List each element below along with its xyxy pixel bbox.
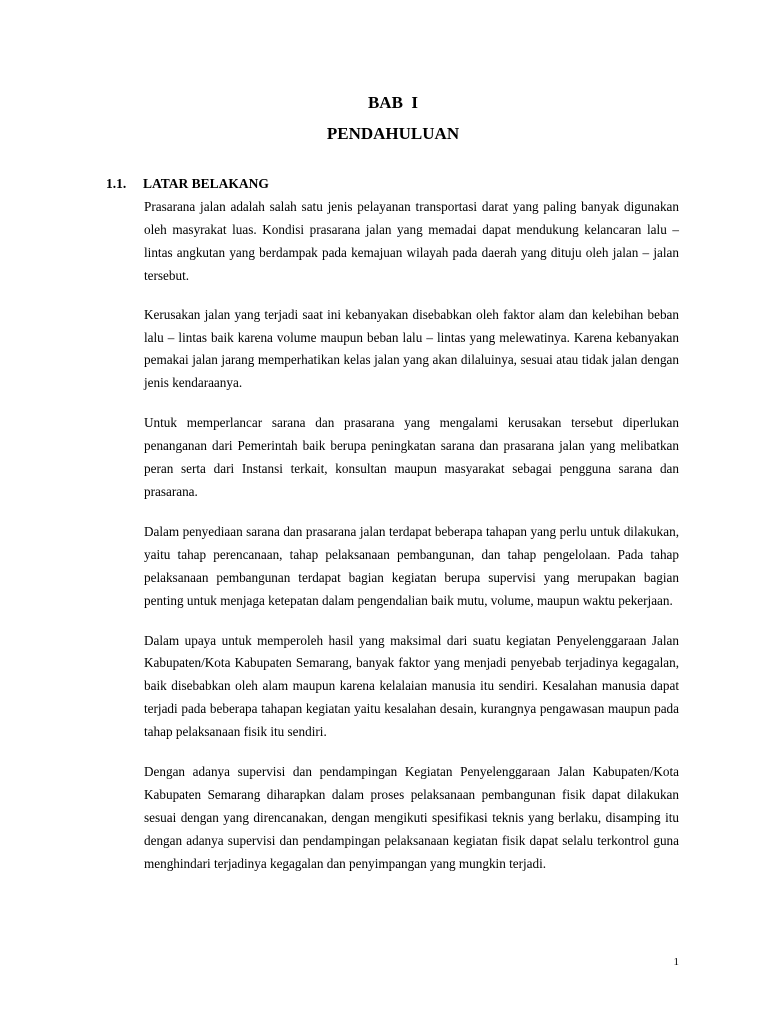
paragraph: Dalam penyediaan sarana dan prasarana jalan terdapat beberapa tahapan yang perlu untuk dilakukan, yaitu tahap perencanaan, tahap pelaksanaan pembangunan, dan tahap pengelolaan. Pada tahap pelaksanaan pembangunan terdapat bagian kegiatan berupa supervisi yang merupakan bagian penting untuk menjaga ketepatan dalam pengendalian baik mutu, volume, maupun waktu pekerjaan. — [144, 523, 679, 608]
section-heading — [106, 175, 269, 193]
section-number: 1.1. — [106, 176, 127, 191]
section-title: LATAR BELAKANG — [143, 176, 269, 191]
paragraph: Prasarana jalan adalah salah satu jenis pelayanan transportasi darat yang paling banyak digunakan oleh masyrakat luas. Kondisi prasarana jalan yang memadai dapat mendukung kelancaran lalu – lintas angkutan yang berdampak pada kemajuan wilayah pada daerah yang dituju oleh jalan – jalan tersebut. — [144, 199, 679, 283]
chapter-heading: BAB I — [367, 93, 419, 112]
paragraph: Kerusakan jalan yang terjadi saat ini kebanyakan disebabkan oleh faktor alam dan kelebihan beban lalu – lintas baik karena volume maupun beban lalu – lintas yang melewatinya. Karena kebanyakan pemakai jalan jarang memperhatikan kelas jalan yang akan dilaluinya, sesuai atau tidak jalan dengan jenis kendaraanya. — [144, 306, 679, 391]
chapter-title: PENDAHULUAN — [326, 124, 460, 143]
paragraph: Dengan adanya supervisi dan pendampingan Kegiatan Penyelenggaraan Jalan Kabupaten/Kota Kabupaten Semarang diharapkan dalam proses pelaksanaan pembangunan fisik dapat dilakukan sesuai dengan yang direncanakan, dengan mengikuti spesifikasi teknis yang berlaku, disamping itu dengan adanya supervisi dan pendampingan pelaksanaan kegiatan fisik dapat selalu terkontrol guna menghindari terjadinya kegagalan dan penyimpangan yang mungkin terjadi. — [144, 764, 679, 871]
body-text — [144, 196, 679, 893]
paragraph: Untuk memperlancar sarana dan prasarana yang mengalami kerusakan tersebut diperlukan penanganan dari Pemerintah baik berupa peningkatan sarana dan prasarana jalan yang melibatkan peran serta dari Instansi terkait, konsultan maupun masyarakat sebagai pengguna sarana dan prasarana. — [144, 415, 679, 499]
paragraph: Dalam upaya untuk memperoleh hasil yang maksimal dari suatu kegiatan Penyelenggaraan Jalan Kabupaten/Kota Kabupaten Semarang, banyak faktor yang menjadi penyebab terjadinya kegagalan, baik disebabkan oleh alam maupun karena kelalaian manusia itu sendiri. Kesalahan manusia dapat terjadi pada beberapa tahapan kegiatan yaitu kesalahan desain, kurangnya pengawasan maupun pada tahap pelaksanaan fisik itu sendiri. — [144, 632, 679, 740]
page-number: 1 — [673, 956, 679, 968]
